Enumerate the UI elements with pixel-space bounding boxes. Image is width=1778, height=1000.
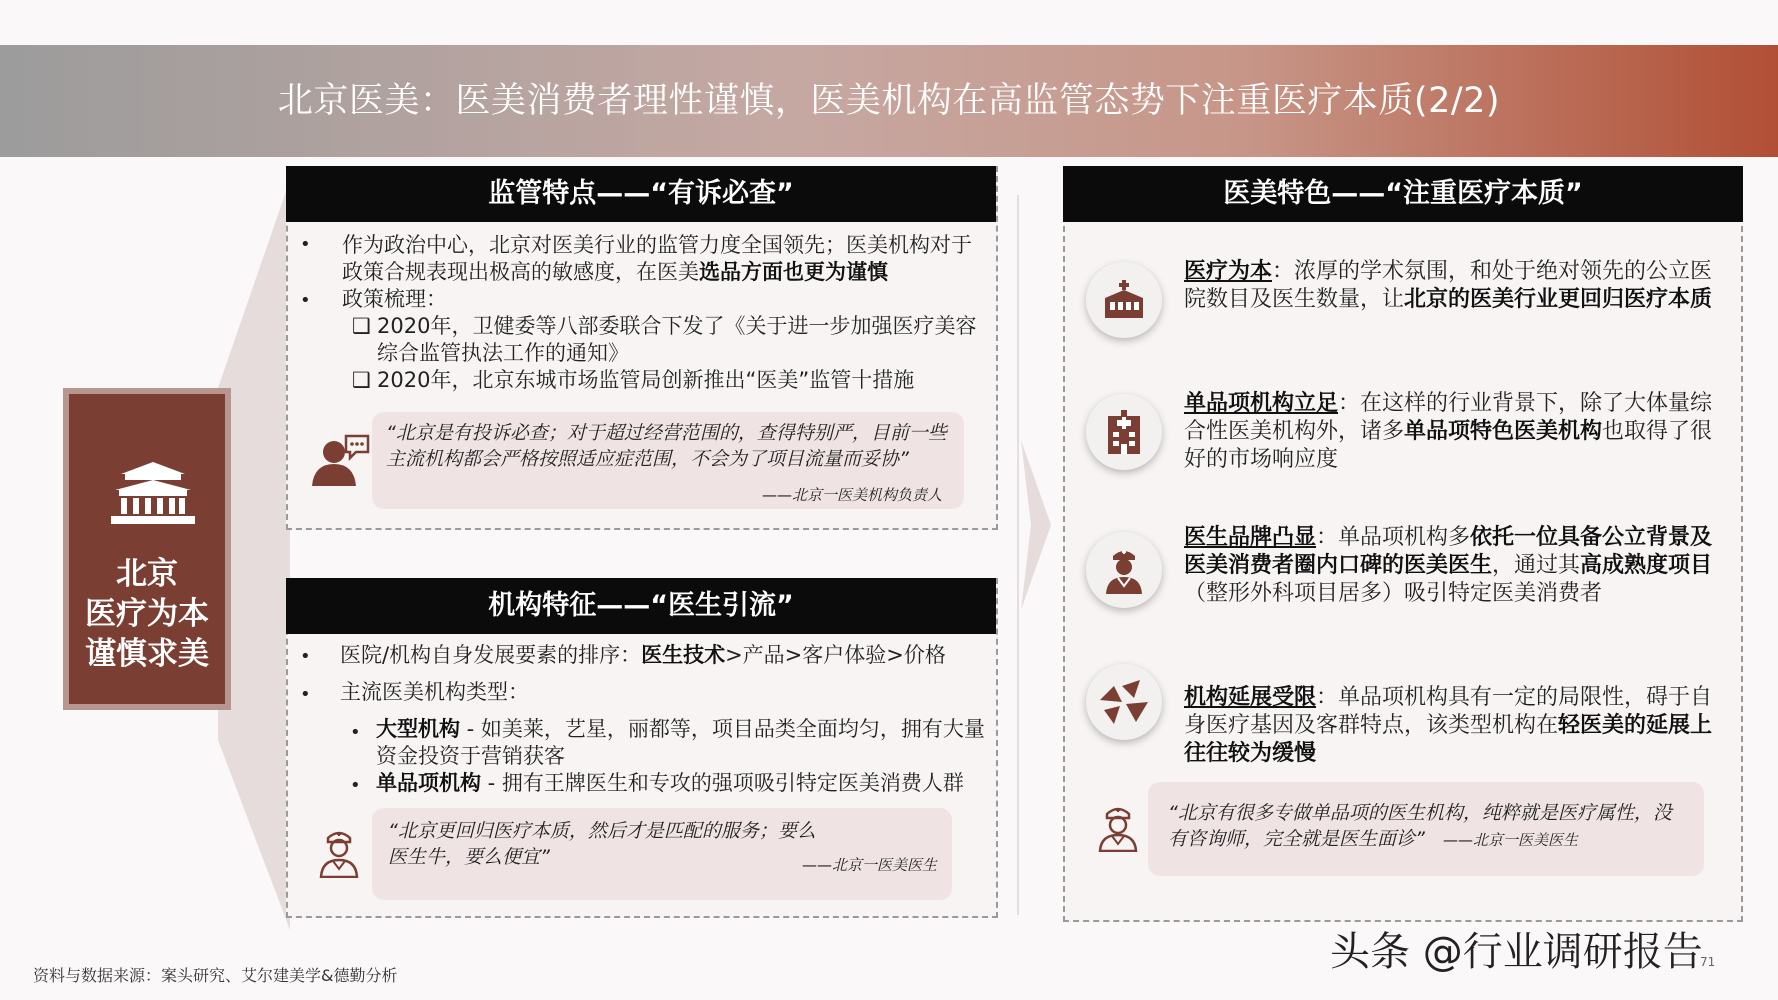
page-number: 71 <box>1700 955 1716 969</box>
doctor-icon <box>318 828 360 878</box>
left-line-2: 医疗为本 <box>85 596 209 632</box>
institution-type-2: 单品项机构 - 拥有王牌医生和专攻的强项吸引特定医美消费人群 <box>376 771 964 795</box>
bullet: • <box>350 775 361 796</box>
policy-item-2: 2020年，北京东城市场监管局创新推出“医美”监管十措施 <box>377 368 915 392</box>
supervision-point-1: 作为政治中心，北京对医美行业的监管力度全国领先；医美机构对于政策合规表现出极高的敏感度，在医美选品方面也更为谨慎 <box>342 233 972 284</box>
institution-quote-box <box>372 808 952 900</box>
bullet: • <box>300 684 311 705</box>
left-panel-label <box>69 554 225 674</box>
supervision-quote-source: ——北京一医美机构负责人 <box>761 486 942 504</box>
doctor-icon <box>1098 804 1138 852</box>
institution-point-1: 医院/机构自身发展要素的排序：医生技术>产品>客户体验>价格 <box>340 643 946 667</box>
institution-header: 机构特征——“医生引流” <box>286 578 996 634</box>
features-quote-source: ——北京一医美医生 <box>1442 831 1578 849</box>
feature-2-text: 单品项机构立足：在这样的行业背景下，除了大体量综合性医美机构外，诸多单品项特色医美机构也取得了很好的市场响应度 <box>1184 391 1713 472</box>
bullet: • <box>350 722 361 743</box>
checkbox-bullet: ❑ <box>352 314 371 338</box>
features-quote-box <box>1148 782 1704 876</box>
source-note: 资料与数据来源：案头研究、艾尔建美学&德勤分析 <box>33 966 398 985</box>
watermark: 头条 @行业调研报告 <box>1330 929 1703 975</box>
doctor-icon <box>1104 546 1144 594</box>
supervision-quote-box <box>372 412 964 509</box>
speaker-icon <box>308 434 370 486</box>
feature-icon-circle <box>1086 664 1162 740</box>
page-title: 北京医美：医美消费者理性谨慎，医美机构在高监管态势下注重医疗本质(2/2) <box>277 81 1501 121</box>
feature-icon-circle <box>1086 262 1162 338</box>
policy-item-1: 2020年，卫健委等八部委联合下发了《关于进一步加强医疗美容综合监管执法工作的通知》 <box>377 314 977 365</box>
left-line-1: 北京 <box>116 556 178 592</box>
bullet: • <box>300 234 311 255</box>
palace-icon <box>111 460 195 526</box>
institution-quote: “北京更回归医疗本质，然后才是匹配的服务；要么医生牛，要么便宜” <box>388 820 816 868</box>
features-quote: “北京有很多专做单品项的医生机构，纯粹就是医疗属性，没有咨询师，完全就是医生面诊” ——北京一医美医生 <box>1168 802 1672 850</box>
bullet: • <box>300 646 311 667</box>
supervision-quote: “北京是有投诉必查；对于超过经营范围的，查得特别严，目前一些主流机构都会严格按照适应症范围，不会为了项目流量而妥协” <box>386 422 947 470</box>
institution-quote-source: ——北京一医美医生 <box>802 856 938 874</box>
left-summary-panel <box>63 388 231 710</box>
features-header: 医美特色——“注重医疗本质” <box>1063 166 1743 222</box>
feature-3-text: 医生品牌凸显：单品项机构多依托一位具备公立背景及医美消费者圈内口碑的医美医生，通过其高成熟度项目（整形外科项目居多）吸引特定医美消费者 <box>1184 525 1713 606</box>
building-icon <box>1108 410 1140 454</box>
chevron-right-icon <box>1021 440 1051 610</box>
supervision-point-2: 政策梳理： <box>342 287 447 311</box>
feature-icon-circle <box>1086 532 1162 608</box>
shapes-icon <box>1100 680 1148 724</box>
checkbox-bullet: ❑ <box>352 368 371 392</box>
left-line-3: 谨慎求美 <box>85 636 209 672</box>
supervision-header: 监管特点——“有诉必查” <box>286 166 996 222</box>
institution-type-1: 大型机构 - 如美莱，艺星，丽都等，项目品类全面均匀，拥有大量资金投资于营销获客 <box>376 717 985 768</box>
feature-4-text: 机构延展受限：单品项机构具有一定的局限性，碍于自身医疗基因及客群特点，该类型机构在轻医美的延展上往往较为缓慢 <box>1184 685 1713 766</box>
institution-point-2: 主流医美机构类型： <box>340 680 529 704</box>
feature-1-text: 医疗为本：浓厚的学术氛围，和处于绝对领先的公立医院数目及医生数量，让北京的医美行业更回归医疗本质 <box>1184 259 1713 312</box>
bullet: • <box>300 290 311 311</box>
section-divider <box>1017 195 1019 915</box>
hospital-icon <box>1101 280 1147 320</box>
feature-icon-circle <box>1086 394 1162 470</box>
